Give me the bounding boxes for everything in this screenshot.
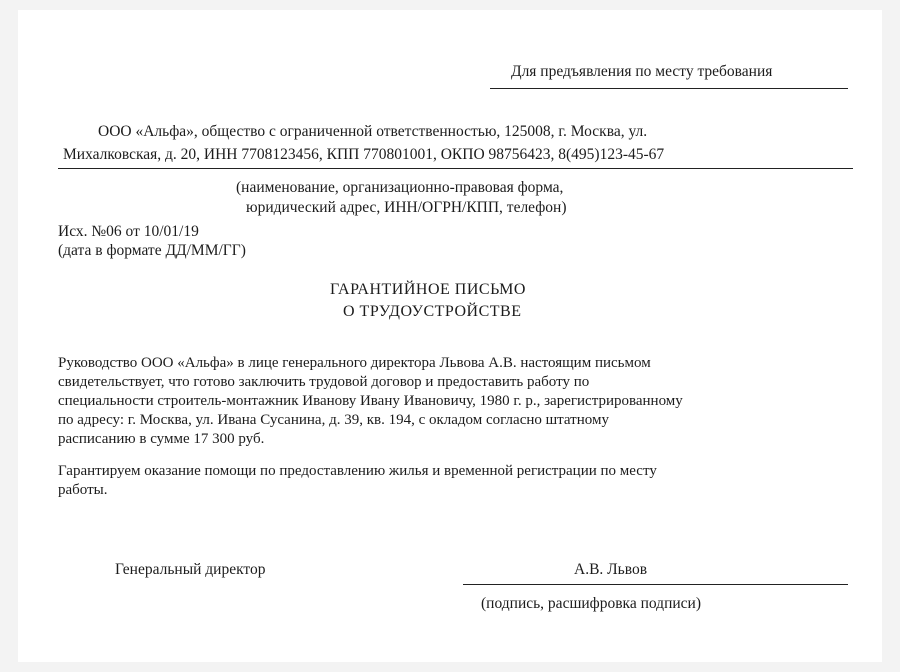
outgoing-number: Исх. №06 от 10/01/19 <box>58 223 199 240</box>
document-title-line-2: О ТРУДОУСТРОЙСТВЕ <box>343 303 522 320</box>
body-paragraph-1-line-1: Руководство ООО «Альфа» в лице генерального директора Львова А.В. настоящим письмом <box>58 355 651 371</box>
organization-rule <box>58 168 853 169</box>
document-title-line-1: ГАРАНТИЙНОЕ ПИСЬМО <box>330 281 526 298</box>
signatory-position: Генеральный директор <box>115 561 266 578</box>
document-page <box>18 10 882 662</box>
presentation-note: Для предъявления по месту требования <box>511 63 773 80</box>
body-paragraph-2-line-1: Гарантируем оказание помощи по предоставлению жилья и временной регистрации по месту <box>58 463 657 479</box>
body-paragraph-1-line-5: расписанию в сумме 17 300 руб. <box>58 431 265 447</box>
organization-caption-line-1: (наименование, организационно-правовая форма, <box>236 179 564 196</box>
header-rule <box>490 88 848 89</box>
signature-caption: (подпись, расшифровка подписи) <box>481 595 701 612</box>
signatory-name: А.В. Львов <box>574 561 648 578</box>
organization-line-1: ООО «Альфа», общество с ограниченной ответственностью, 125008, г. Москва, ул. <box>98 123 648 140</box>
outgoing-date-hint: (дата в формате ДД/ММ/ГГ) <box>58 242 246 259</box>
body-paragraph-1-line-3: специальности строитель-монтажник Иванову Ивану Ивановичу, 1980 г. р., зарегистрированному <box>58 393 683 409</box>
body-paragraph-2-line-2: работы. <box>58 482 108 498</box>
body-paragraph-1-line-4: по адресу: г. Москва, ул. Ивана Сусанина, д. 39, кв. 194, с окладом согласно штатному <box>58 412 609 428</box>
body-paragraph-1-line-2: свидетельствует, что готово заключить трудовой договор и предоставить работу по <box>58 374 590 390</box>
organization-caption-line-2: юридический адрес, ИНН/ОГРН/КПП, телефон) <box>246 199 567 216</box>
organization-line-2: Михалковская, д. 20, ИНН 7708123456, КПП 770801001, ОКПО 98756423, 8(495)123-45-67 <box>63 146 665 163</box>
signature-rule <box>463 584 848 585</box>
